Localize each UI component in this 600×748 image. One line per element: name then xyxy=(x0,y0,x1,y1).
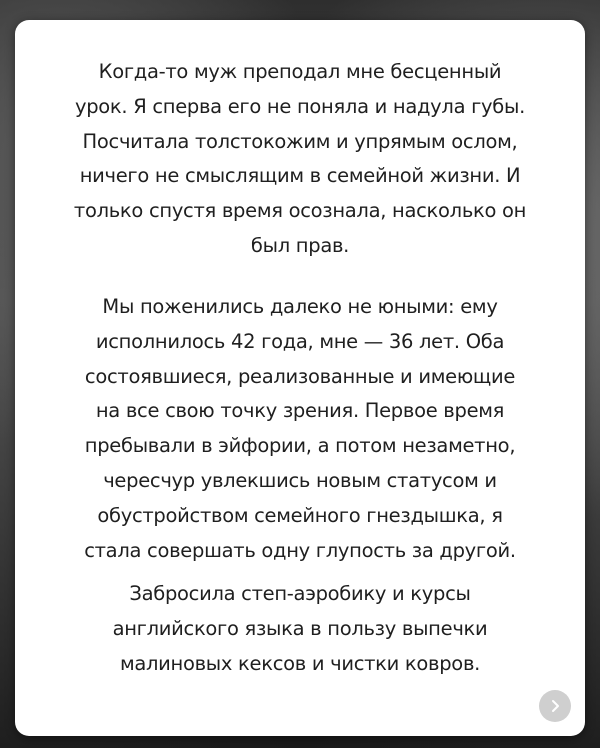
post-card xyxy=(15,20,585,736)
text-line: английского языка в пользу выпечки xyxy=(112,616,488,640)
text-line: исполнилось 42 года, мне — 36 лет. Оба xyxy=(95,329,505,353)
next-slide-button[interactable] xyxy=(539,690,571,722)
text-line: урок. Я сперва его не поняла и надула губы. xyxy=(74,94,526,118)
text-line: был прав. xyxy=(250,233,350,257)
text-line: обустройством семейного гнездышка, я xyxy=(97,503,503,527)
text-line: малиновых кексов и чистки ковров. xyxy=(119,651,481,675)
text-line: Когда-то муж преподал мне бесценный xyxy=(98,60,502,83)
text-line: ничего не смыслящим в семейной жизни. И xyxy=(79,164,521,188)
text-line: только спустя время осознала, насколько он xyxy=(73,199,527,223)
paragraph-3 xyxy=(15,577,585,681)
text-line: чересчур увлекшись новым статусом и xyxy=(103,468,497,492)
text-line: Мы поженились далеко не юными: ему xyxy=(102,295,498,318)
text-line: пребывали в эйфории, а потом незаметно, xyxy=(84,434,516,458)
paragraph-1 xyxy=(15,55,585,264)
paragraph-2 xyxy=(15,290,585,568)
text-line: стала совершать одну глупость за другой. xyxy=(84,538,516,562)
text-line: Посчитала толстокожим и упрямым ослом, xyxy=(82,129,518,153)
text-line: состоявшиеся, реализованные и имеющие xyxy=(84,364,516,388)
text-line: Забросила степ-аэробику и курсы xyxy=(129,582,471,605)
chevron-right-icon xyxy=(548,699,562,713)
text-line: на все свою точку зрения. Первое время xyxy=(95,399,505,423)
